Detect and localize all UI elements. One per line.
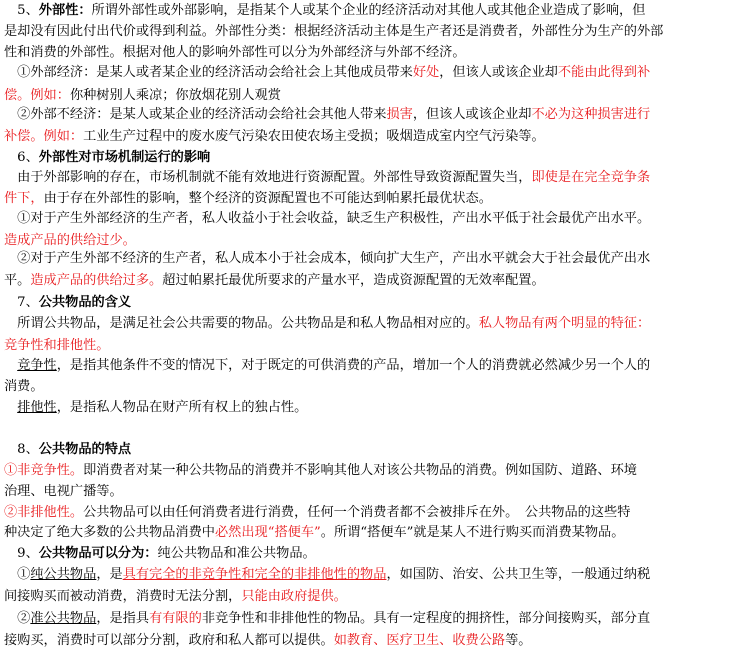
text-line [4,313,738,335]
text-run: 8、 [4,442,39,457]
text-run: ，如国防、治安、公共卫生等，一般通过纳税 [386,567,651,582]
text-run: ，但该人或该企业却 [439,65,558,80]
text-line [4,292,738,314]
text-run: 等。 [505,633,532,648]
text-run: 是却没有因此付出代价或得到利益。外部性分类：根据经济活动主体是生产者还是消费者，外部性分为生产的外部 [4,24,664,39]
text-line [4,522,738,544]
text-run: 公共物品的含义 [38,295,132,310]
text-line [4,608,738,630]
text-line [4,248,738,270]
text-run [4,400,17,415]
text-run: 必然出现“搭便车” [215,525,321,540]
text-run: 。所谓“搭便车”就是某人不进行购买而消费某物品。 [320,525,625,540]
text-run: 非竞争性和非排他性的物品。具有一定程度的拥挤性，部分间接购买，部分直 [201,611,651,626]
text-line [4,42,738,64]
text-line [4,630,738,652]
text-run: ①外部经济：是某人或者某企业的经济活动会给社会上其他成员带来 [4,65,413,80]
text-run: 所谓外部性或外部影响，是指某个人或某个企业的经济活动对其他人或其他企业造成了影响，但 [91,3,646,18]
text-run: 不能由此得到补 [557,65,651,80]
text-run: 你种树别人乘凉；你放烟花别人观赏 [69,88,281,103]
text-line [4,481,738,503]
text-run: 补偿。例如： [4,129,84,144]
text-run [4,358,17,373]
text-run: 7、 [4,295,39,310]
text-run: 有有限的 [149,611,202,626]
text-run: 好处 [412,65,440,80]
text-run: 纯公共物品和准公共物品。 [157,546,316,561]
text-line [4,0,738,22]
text-run: 即使是在完全竞争条 [531,170,651,185]
text-line [4,543,738,565]
text-line [4,397,738,419]
text-line [4,564,738,586]
text-run: 间接购买而被动消费，消费时无法分割， [4,589,242,604]
text-run: 公共物品可以分为： [38,546,158,561]
text-run: 种决定了绝大多数的公共物品消费中 [4,525,215,540]
text-line [4,270,738,292]
text-run: 纯公共物品 [30,567,97,582]
text-run: 9、 [4,546,39,561]
text-run: ① [4,567,31,582]
text-run: 由于外部影响的存在，市场机制就不能有效地进行资源配置。外部性导致资源配置失当， [4,170,532,185]
text-run: 消费。 [4,379,44,394]
text-run: 私人物品有两个明显的特征： [478,316,651,331]
text-run: ，但该人或该企业却 [412,107,532,122]
text-run: ，是指私人物品在财产所有权上的独占性。 [56,400,308,415]
text-run: ①非竞争性。 [4,463,84,478]
text-line [4,335,738,357]
text-run: 6、 [4,150,39,165]
text-line [4,355,738,377]
text-run: 外部性对市场机制运行的影响 [38,150,211,165]
text-run: 造成产品的供给过少。 [4,233,136,248]
text-run: 性和消费的外部性。根据对他人的影响外部性可以分为外部经济与外部不经济。 [4,45,466,60]
text-run: ②非排他性。 [4,505,84,520]
text-run: 排他性 [17,400,57,415]
text-run: 接购买，消费时可以部分分割，政府和私人都可以提供。 [4,633,334,648]
text-run: 所谓公共物品，是满足社会公共需要的物品。公共物品是和私人物品相对应的。 [4,316,479,331]
text-run: 5、 [4,3,39,18]
text-run: 准公共物品 [30,611,97,626]
text-run: ①对于产生外部经济的生产者，私人收益小于社会收益，缺乏生产积极性，产出水平低于社会最优产出水平。 [4,211,651,226]
text-line [4,126,738,148]
text-run: 造成产品的供给过多。 [30,273,163,288]
text-run: 治理、电视广播等。 [4,484,123,499]
text-run: 由于存在外部性的影响，整个经济的资源配置也不可能达到帕累托最优状态。 [43,191,492,206]
text-run: 平。 [4,273,31,288]
text-run: 竞争性 [17,358,57,373]
text-line [4,188,738,210]
text-run: 偿。例如： [4,88,70,103]
text-line [4,208,738,230]
text-line [4,460,738,482]
text-run: ②外部不经济：是某人或某企业的经济活动会给社会其他人带来 [4,107,387,122]
text-run: 公共物品的特点 [38,442,132,457]
text-run: 损害 [386,107,413,122]
text-line [4,502,738,524]
text-line [4,376,738,398]
text-run: ②对于产生外部不经济的生产者，私人成本小于社会成本，倾向扩大生产，产出水平就会大于社会最优产出水 [4,251,651,266]
text-run: 超过帕累托最优所要求的产量水平，造成资源配置的无效率配置。 [162,273,545,288]
text-run: 即消费者对某一种公共物品的消费并不影响其他人对该公共物品的消费。例如国防、道路、环境 [83,463,637,478]
text-line [4,586,738,608]
text-run: ② [4,611,31,626]
text-run: ，是指具 [96,611,150,626]
text-run: ，是 [96,567,123,582]
text-line [4,167,738,189]
text-line [4,104,738,126]
text-run: 工业生产过程中的废水废气污染农田使农场主受损；吸烟造成室内空气污染等。 [83,129,545,144]
text-line [4,21,738,43]
text-run: 不必为这种损害进行 [531,107,651,122]
text-run: 件下， [4,191,44,206]
text-line [4,147,738,169]
text-line [4,439,738,461]
text-line [4,62,738,84]
text-run: 具有完全的非竞争性和完全的非排他性的物品 [122,567,387,582]
text-run: 竞争性和排他性。 [4,338,110,353]
text-run: 只能由政府提供。 [241,589,347,604]
text-run: 公共物品可以由任何消费者进行消费，任何一个消费者都不会被排斥在外。 公共物品的这些特 [83,505,631,520]
text-run: 外部性： [38,3,92,18]
text-run: ，是指其他条件不变的情况下，对于既定的可供消费的产品，增加一个人的消费就必然减少另一个人的 [56,358,651,373]
text-run: 如教育、医疗卫生、收费公路 [333,633,506,648]
